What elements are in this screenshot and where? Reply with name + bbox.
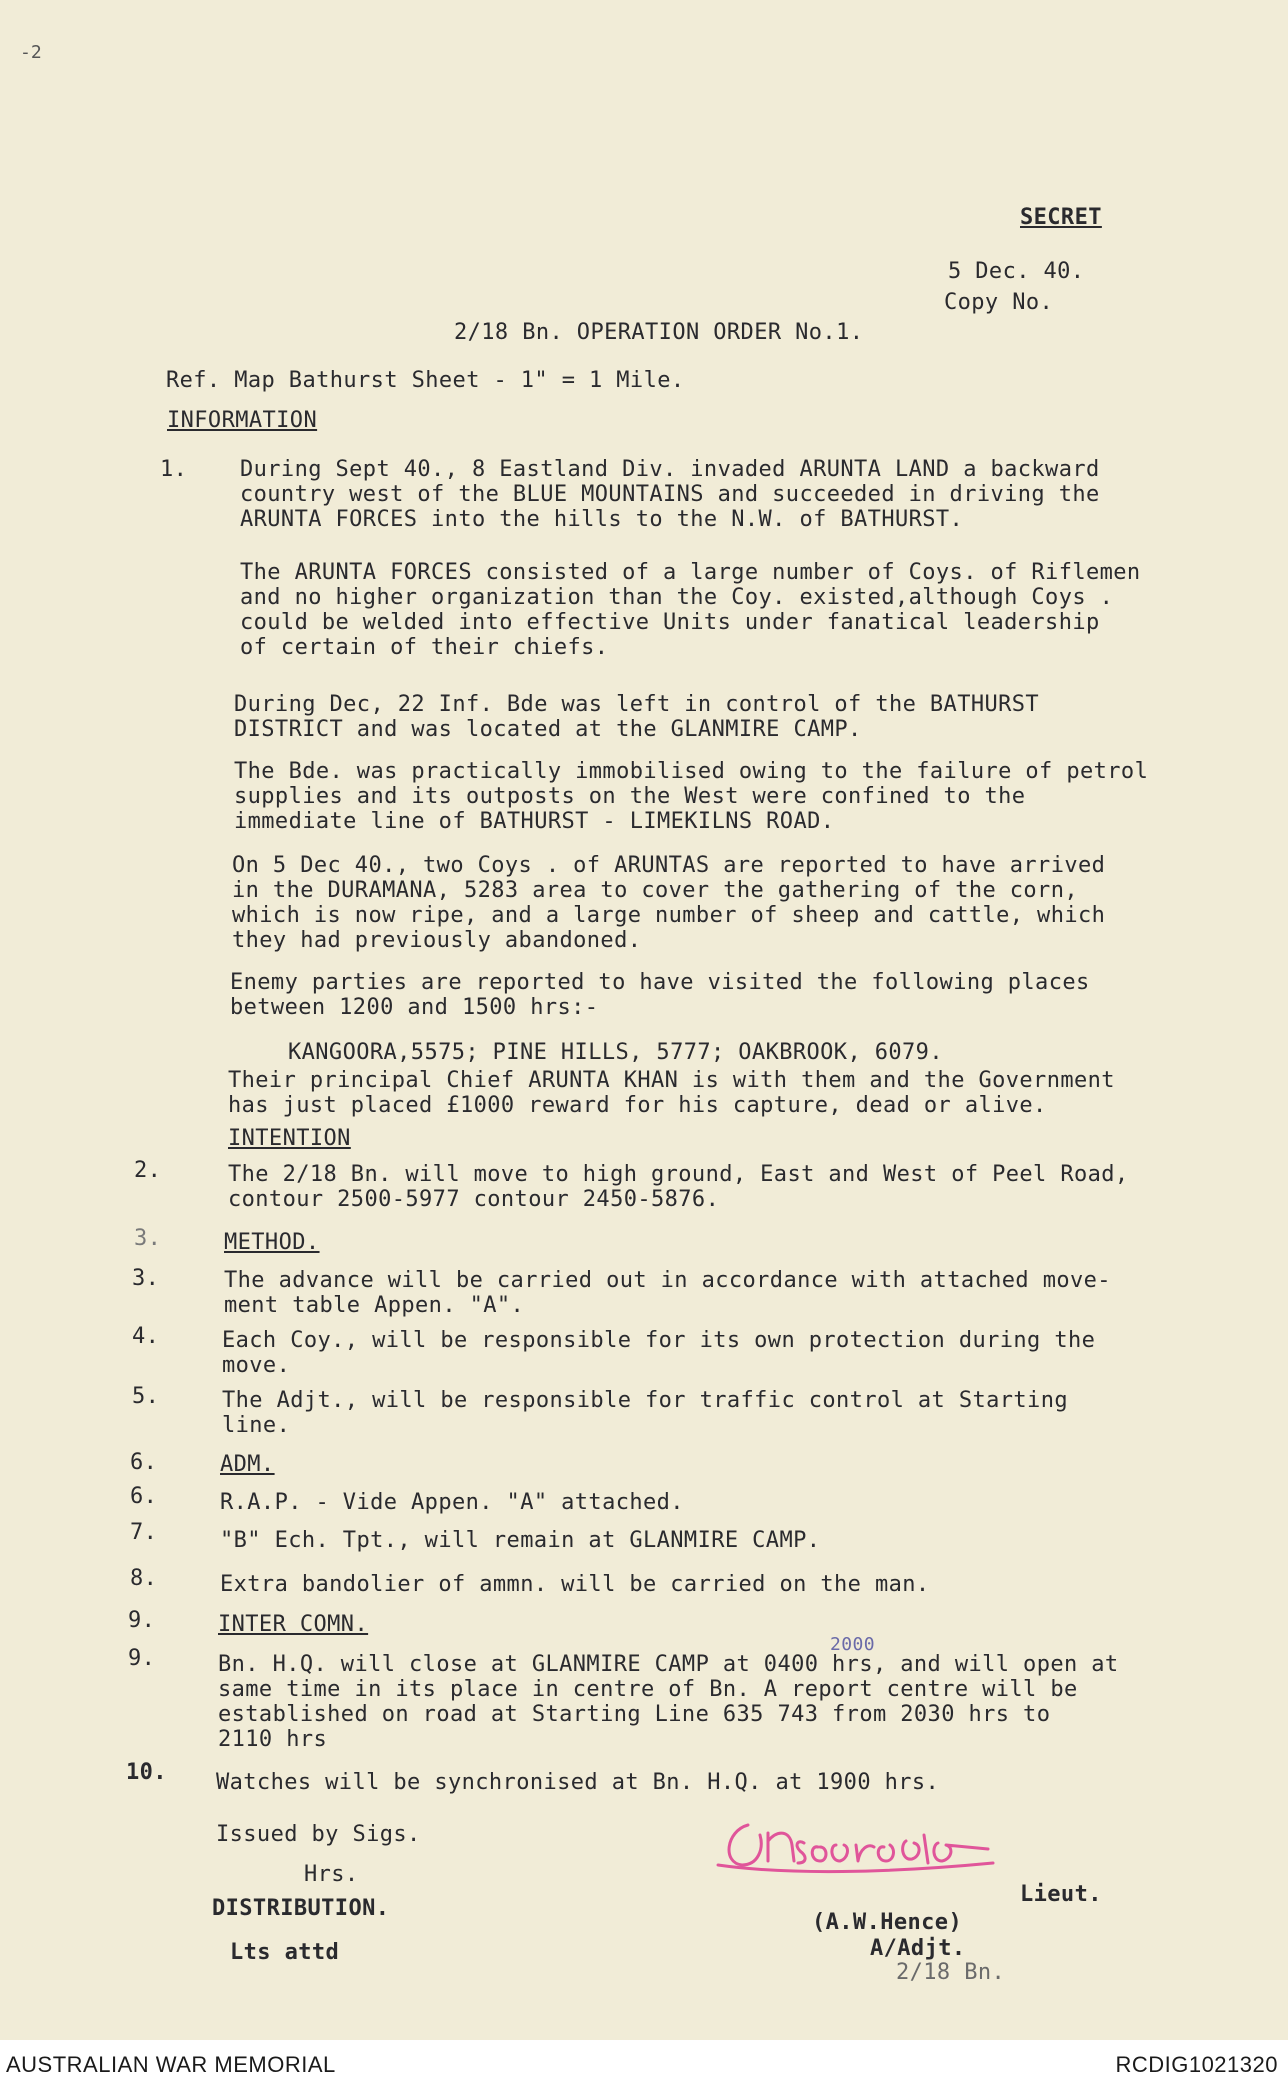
corner-mark: -2 xyxy=(20,42,42,63)
info-p2-line: could be welded into effective Units under fanatical leadership xyxy=(240,610,1100,635)
info-p3-line: During Dec, 22 Inf. Bde was left in control of the BATHURST xyxy=(234,692,1040,717)
heading-method: METHOD. xyxy=(224,1230,320,1255)
intention-line: contour 2500-5977 contour 2450-5876. xyxy=(228,1187,720,1212)
paragraph-number: 1. xyxy=(160,457,188,482)
info-p5-line: in the DURAMANA, 5283 area to cover the gathering of the corn, xyxy=(232,878,1078,903)
inter-9-line: established on road at Starting Line 635 743 from 2030 hrs to xyxy=(218,1702,1051,1727)
intention-line: The 2/18 Bn. will move to high ground, East and West of Peel Road, xyxy=(228,1162,1129,1187)
adm-6-text: R.A.P. - Vide Appen. "A" attached. xyxy=(220,1490,684,1515)
heading-intention: INTENTION xyxy=(228,1126,351,1151)
method-3-line: The advance will be carried out in accordance with attached move- xyxy=(224,1268,1111,1293)
issued-hrs: Hrs. xyxy=(304,1862,359,1887)
copy-number: Copy No. xyxy=(944,290,1054,315)
paragraph-number: 9. xyxy=(128,1646,156,1671)
handwritten-signature xyxy=(708,1805,998,1885)
info-p5-line: they had previously abandoned. xyxy=(232,928,642,953)
info-places: KANGOORA,5575; PINE HILLS, 5777; OAKBROOK, 6079. xyxy=(288,1040,943,1065)
method-3-line: ment table Appen. "A". xyxy=(224,1293,525,1318)
distribution-heading: DISTRIBUTION. xyxy=(212,1896,390,1921)
attached-list: Lts attd xyxy=(230,1940,340,1965)
info-p6-line: Enemy parties are reported to have visited the following places xyxy=(230,970,1090,995)
paragraph-number: 4. xyxy=(132,1324,160,1349)
document-date: 5 Dec. 40. xyxy=(948,259,1085,284)
info-p3-line: DISTRICT and was located at the GLANMIRE CAMP. xyxy=(234,717,862,742)
method-5-line: line. xyxy=(222,1413,291,1438)
inter-9-line: Bn. H.Q. will close at GLANMIRE CAMP at 0400 hrs, and will open at xyxy=(218,1652,1119,1677)
method-5-line: The Adjt., will be responsible for traffic control at Starting xyxy=(222,1388,1068,1413)
info-p4-line: immediate line of BATHURST - LIMEKILNS ROAD. xyxy=(234,809,835,834)
info-p7-line: Their principal Chief ARUNTA KHAN is with them and the Government xyxy=(228,1068,1115,1093)
signatory-role: A/Adjt. xyxy=(870,1936,966,1961)
info-p2-line: and no higher organization than the Coy. existed,although Coys . xyxy=(240,585,1114,610)
method-4-line: Each Coy., will be responsible for its own protection during the xyxy=(222,1328,1096,1353)
signatory-rank: Lieut. xyxy=(1020,1882,1102,1907)
paragraph-number: 5. xyxy=(132,1384,160,1409)
item-10-text: Watches will be synchronised at Bn. H.Q. at 1900 hrs. xyxy=(216,1770,940,1795)
info-p7-line: has just placed £1000 reward for his capture, dead or alive. xyxy=(228,1093,1047,1118)
paragraph-number: 6. xyxy=(130,1484,158,1509)
classification-label: SECRET xyxy=(1020,205,1102,230)
info-p2-line: The ARUNTA FORCES consisted of a large number of Coys. of Riflemen xyxy=(240,560,1141,585)
paragraph-number: 2. xyxy=(134,1158,162,1183)
map-reference: Ref. Map Bathurst Sheet - 1" = 1 Mile. xyxy=(166,368,685,393)
info-p5-line: On 5 Dec 40., two Coys . of ARUNTAS are reported to have arrived xyxy=(232,853,1106,878)
issued-by: Issued by Sigs. xyxy=(216,1822,421,1847)
heading-adm: ADM. xyxy=(220,1452,275,1477)
paragraph-number: 10. xyxy=(126,1760,167,1785)
adm-7-text: "B" Ech. Tpt., will remain at GLANMIRE CAMP. xyxy=(220,1528,821,1553)
footer-institution: AUSTRALIAN WAR MEMORIAL xyxy=(6,2052,336,2077)
info-p2-line: of certain of their chiefs. xyxy=(240,635,609,660)
heading-inter-comn: INTER COMN. xyxy=(218,1612,369,1637)
signatory-unit: 2/18 Bn. xyxy=(896,1960,1006,1985)
handwritten-time-correction: 2000 xyxy=(830,1634,875,1655)
paragraph-number: 7. xyxy=(130,1520,158,1545)
paragraph-number: 9. xyxy=(128,1608,156,1633)
paragraph-number: 3. xyxy=(134,1226,162,1251)
paragraph-number: 8. xyxy=(130,1566,158,1591)
info-p6-line: between 1200 and 1500 hrs:- xyxy=(230,995,599,1020)
paragraph-number: 6. xyxy=(130,1450,158,1475)
info-p4-line: The Bde. was practically immobilised owing to the failure of petrol xyxy=(234,759,1149,784)
paragraph-number: 3. xyxy=(132,1266,160,1291)
info-p1-line: country west of the BLUE MOUNTAINS and succeeded in driving the xyxy=(240,482,1100,507)
adm-8-text: Extra bandolier of ammn. will be carried on the man. xyxy=(220,1572,930,1597)
heading-information: INFORMATION xyxy=(167,408,318,433)
info-p1-line: ARUNTA FORCES into the hills to the N.W. of BATHURST. xyxy=(240,507,964,532)
info-p4-line: supplies and its outposts on the West were confined to the xyxy=(234,784,1026,809)
signatory-name: (A.W.Hence) xyxy=(812,1910,963,1935)
info-p5-line: which is now ripe, and a large number of sheep and cattle, which xyxy=(232,903,1106,928)
inter-9-line: same time in its place in centre of Bn. A report centre will be xyxy=(218,1677,1078,1702)
footer-reference-id: RCDIG1021320 xyxy=(1115,2052,1278,2077)
document-title: 2/18 Bn. OPERATION ORDER No.1. xyxy=(454,320,864,345)
info-p1-line: During Sept 40., 8 Eastland Div. invaded ARUNTA LAND a backward xyxy=(240,457,1100,482)
method-4-line: move. xyxy=(222,1353,291,1378)
inter-9-line: 2110 hrs xyxy=(218,1727,328,1752)
